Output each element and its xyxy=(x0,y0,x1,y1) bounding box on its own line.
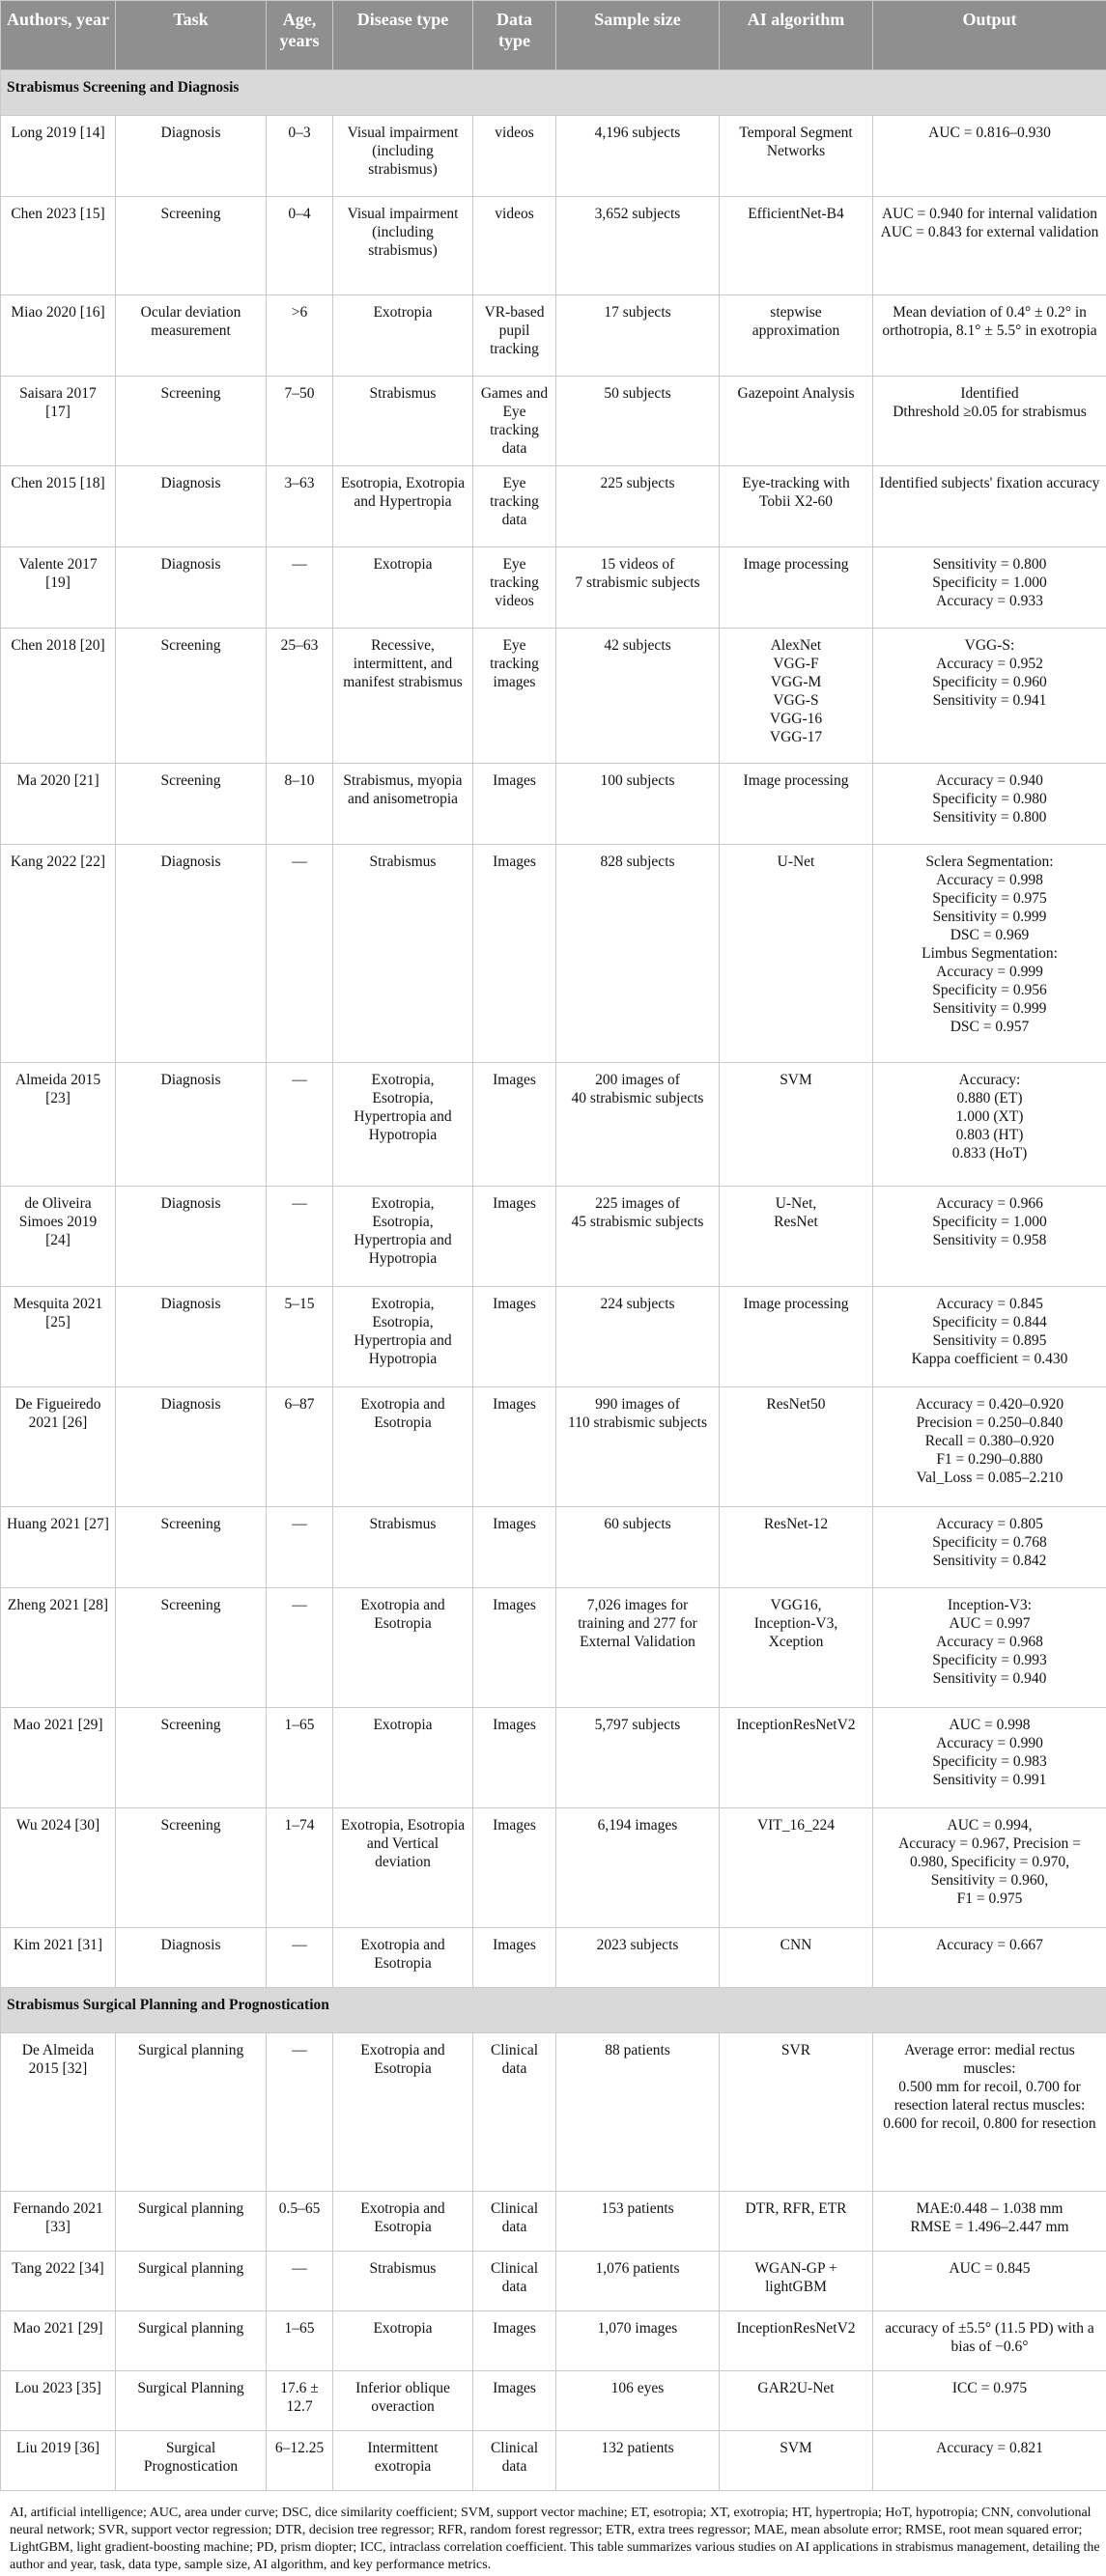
table-row xyxy=(1,295,1106,377)
cell-disease-type: Strabismus, myopia and anisometropia xyxy=(333,764,473,845)
cell-authors-year: Fernando 2021 [33] xyxy=(1,2192,116,2252)
cell-sample-size: 1,070 images xyxy=(556,2311,720,2371)
cell-disease-type: Strabismus xyxy=(333,2252,473,2311)
cell-age: — xyxy=(267,1928,333,1988)
cell-authors-year: De Figueiredo 2021 [26] xyxy=(1,1387,116,1507)
table-row xyxy=(1,1387,1106,1507)
cell-task: Surgical planning xyxy=(116,2311,267,2371)
cell-authors-year: Liu 2019 [36] xyxy=(1,2431,116,2491)
cell-age: 7–50 xyxy=(267,377,333,466)
cell-ai-algorithm: WGAN-GP + lightGBM xyxy=(720,2252,873,2311)
cell-data-type: Images xyxy=(473,764,556,845)
cell-authors-year: Almeida 2015 [23] xyxy=(1,1063,116,1187)
cell-sample-size: 132 patients xyxy=(556,2431,720,2491)
cell-age: — xyxy=(267,845,333,1063)
cell-age: 1–65 xyxy=(267,2311,333,2371)
header-task: Task xyxy=(116,1,267,70)
cell-sample-size: 6,194 images xyxy=(556,1808,720,1928)
cell-sample-size: 15 videos of 7 strabismic subjects xyxy=(556,547,720,629)
cell-authors-year: Tang 2022 [34] xyxy=(1,2252,116,2311)
cell-sample-size: 60 subjects xyxy=(556,1507,720,1588)
cell-output: AUC = 0.816–0.930 xyxy=(873,116,1106,197)
table-row xyxy=(1,466,1106,547)
cell-disease-type: Esotropia, Exotropia and Hypertropia xyxy=(333,466,473,547)
table-row xyxy=(1,1507,1106,1588)
cell-age: — xyxy=(267,2252,333,2311)
cell-ai-algorithm: ResNet-12 xyxy=(720,1507,873,1588)
cell-output: Sclera Segmentation: Accuracy = 0.998 Specificity = 0.975 Sensitivity = 0.999 DSC = 0.969 Limbus Segmentation: Accuracy = 0.999 Specificity = 0.956 Sensitivity = 0.999 DSC = 0.957 xyxy=(873,845,1106,1063)
cell-task: Surgical Planning xyxy=(116,2371,267,2431)
cell-authors-year: Valente 2017 [19] xyxy=(1,547,116,629)
cell-disease-type: Exotropia xyxy=(333,1708,473,1808)
cell-task: Screening xyxy=(116,377,267,466)
cell-ai-algorithm: Gazepoint Analysis xyxy=(720,377,873,466)
cell-ai-algorithm: Image processing xyxy=(720,547,873,629)
cell-age: — xyxy=(267,1063,333,1187)
table-row xyxy=(1,1287,1106,1387)
cell-task: Surgical Prognostication xyxy=(116,2431,267,2491)
cell-ai-algorithm: CNN xyxy=(720,1928,873,1988)
cell-output: Accuracy = 0.940 Specificity = 0.980 Sensitivity = 0.800 xyxy=(873,764,1106,845)
table-footnote: AI, artificial intelligence; AUC, area under curve; DSC, dice similarity coefficient; SVM, support vector machine; ET, esotropia; XT, exotropia; HT, hypertropia; HoT, hypotropia; CNN, convolutional neural network; SVR, support vector regression; DTR, decision tree regressor; RFR, random forest regressor; ETR, extra trees regressor; MAE, mean absolute error; RMSE, root mean squared error; LightGBM, light gradient-boosting machine; PD, prism diopter; ICC, intraclass correlation coefficient. This table summarizes various studies on AI applications in strabismus management, detailing the author and year, task, data type, sample size, AI algorithm, and key performance metrics. xyxy=(10,2506,1100,2572)
header-row xyxy=(1,1,1106,70)
cell-data-type: VR-based pupil tracking xyxy=(473,295,556,377)
cell-data-type: videos xyxy=(473,116,556,197)
cell-sample-size: 7,026 images for training and 277 for External Validation xyxy=(556,1588,720,1708)
cell-sample-size: 2023 subjects xyxy=(556,1928,720,1988)
section-title: Strabismus Surgical Planning and Prognostication xyxy=(1,1988,1106,2033)
cell-data-type: Images xyxy=(473,1063,556,1187)
cell-authors-year: Kang 2022 [22] xyxy=(1,845,116,1063)
cell-output: AUC = 0.994, Accuracy = 0.967, Precision = 0.980, Specificity = 0.970, Sensitivity = 0.960, F1 = 0.975 xyxy=(873,1808,1106,1928)
cell-age: — xyxy=(267,547,333,629)
cell-data-type: Images xyxy=(473,1187,556,1287)
header-disease-type: Disease type xyxy=(333,1,473,70)
cell-data-type: Images xyxy=(473,1808,556,1928)
table-row xyxy=(1,1187,1106,1287)
header-output: Output xyxy=(873,1,1106,70)
cell-disease-type: Strabismus xyxy=(333,845,473,1063)
cell-age: 8–10 xyxy=(267,764,333,845)
cell-ai-algorithm: Eye-tracking with Tobii X2-60 xyxy=(720,466,873,547)
cell-task: Diagnosis xyxy=(116,1063,267,1187)
cell-authors-year: De Almeida 2015 [32] xyxy=(1,2033,116,2192)
cell-data-type: Eye tracking videos xyxy=(473,547,556,629)
cell-disease-type: Exotropia, Esotropia and Vertical deviation xyxy=(333,1808,473,1928)
cell-task: Screening xyxy=(116,1588,267,1708)
cell-data-type: Images xyxy=(473,1928,556,1988)
cell-data-type: Images xyxy=(473,1507,556,1588)
table-row xyxy=(1,1588,1106,1708)
cell-sample-size: 42 subjects xyxy=(556,629,720,764)
cell-data-type: Clinical data xyxy=(473,2431,556,2491)
cell-data-type: Clinical data xyxy=(473,2033,556,2192)
cell-sample-size: 106 eyes xyxy=(556,2371,720,2431)
cell-disease-type: Exotropia xyxy=(333,547,473,629)
cell-authors-year: Miao 2020 [16] xyxy=(1,295,116,377)
cell-age: — xyxy=(267,1507,333,1588)
cell-disease-type: Strabismus xyxy=(333,377,473,466)
cell-output: Identified Dthreshold ≥0.05 for strabismus xyxy=(873,377,1106,466)
cell-data-type: videos xyxy=(473,197,556,295)
cell-disease-type: Strabismus xyxy=(333,1507,473,1588)
header-data-type: Data type xyxy=(473,1,556,70)
cell-authors-year: Saisara 2017 [17] xyxy=(1,377,116,466)
cell-disease-type: Exotropia and Esotropia xyxy=(333,1387,473,1507)
cell-data-type: Clinical data xyxy=(473,2252,556,2311)
cell-disease-type: Exotropia xyxy=(333,295,473,377)
cell-ai-algorithm: InceptionResNetV2 xyxy=(720,2311,873,2371)
cell-age: 1–74 xyxy=(267,1808,333,1928)
cell-data-type: Images xyxy=(473,1588,556,1708)
cell-data-type: Images xyxy=(473,845,556,1063)
cell-ai-algorithm: stepwise approximation xyxy=(720,295,873,377)
section-title: Strabismus Screening and Diagnosis xyxy=(1,70,1106,116)
table-row xyxy=(1,197,1106,295)
cell-task: Diagnosis xyxy=(116,116,267,197)
cell-age: >6 xyxy=(267,295,333,377)
table-row xyxy=(1,845,1106,1063)
cell-task: Diagnosis xyxy=(116,1287,267,1387)
cell-output: Accuracy = 0.667 xyxy=(873,1928,1106,1988)
cell-data-type: Images xyxy=(473,2311,556,2371)
cell-disease-type: Exotropia and Esotropia xyxy=(333,1928,473,1988)
cell-output: accuracy of ±5.5° (11.5 PD) with a bias of −0.6° xyxy=(873,2311,1106,2371)
cell-task: Diagnosis xyxy=(116,845,267,1063)
cell-age: — xyxy=(267,1187,333,1287)
cell-authors-year: Long 2019 [14] xyxy=(1,116,116,197)
cell-task: Surgical planning xyxy=(116,2033,267,2192)
cell-task: Screening xyxy=(116,1507,267,1588)
cell-output: Accuracy = 0.845 Specificity = 0.844 Sensitivity = 0.895 Kappa coefficient = 0.430 xyxy=(873,1287,1106,1387)
table-row xyxy=(1,629,1106,764)
cell-age: 0–4 xyxy=(267,197,333,295)
cell-output: Accuracy: 0.880 (ET) 1.000 (XT) 0.803 (HT) 0.833 (HoT) xyxy=(873,1063,1106,1187)
cell-authors-year: Lou 2023 [35] xyxy=(1,2371,116,2431)
cell-authors-year: Mao 2021 [29] xyxy=(1,1708,116,1808)
cell-sample-size: 17 subjects xyxy=(556,295,720,377)
table-row xyxy=(1,2252,1106,2311)
section-header-row xyxy=(1,1988,1106,2033)
cell-authors-year: Chen 2018 [20] xyxy=(1,629,116,764)
cell-output: Accuracy = 0.821 xyxy=(873,2431,1106,2491)
header-authors-year: Authors, year xyxy=(1,1,116,70)
cell-disease-type: Visual impairment (including strabismus) xyxy=(333,197,473,295)
cell-sample-size: 225 subjects xyxy=(556,466,720,547)
cell-sample-size: 100 subjects xyxy=(556,764,720,845)
table-row xyxy=(1,1808,1106,1928)
cell-data-type: Eye tracking images xyxy=(473,629,556,764)
cell-sample-size: 153 patients xyxy=(556,2192,720,2252)
cell-data-type: Games and Eye tracking data xyxy=(473,377,556,466)
cell-task: Surgical planning xyxy=(116,2192,267,2252)
cell-output: VGG-S: Accuracy = 0.952 Specificity = 0.960 Sensitivity = 0.941 xyxy=(873,629,1106,764)
cell-ai-algorithm: SVR xyxy=(720,2033,873,2192)
cell-ai-algorithm: U-Net xyxy=(720,845,873,1063)
cell-task: Screening xyxy=(116,1808,267,1928)
cell-data-type: Images xyxy=(473,1387,556,1507)
cell-output: Inception-V3: AUC = 0.997 Accuracy = 0.968 Specificity = 0.993 Sensitivity = 0.940 xyxy=(873,1588,1106,1708)
cell-age: 5–15 xyxy=(267,1287,333,1387)
table-row xyxy=(1,764,1106,845)
cell-ai-algorithm: EfficientNet-B4 xyxy=(720,197,873,295)
table-row xyxy=(1,377,1106,466)
cell-authors-year: Wu 2024 [30] xyxy=(1,1808,116,1928)
cell-ai-algorithm: VIT_16_224 xyxy=(720,1808,873,1928)
cell-task: Screening xyxy=(116,764,267,845)
cell-sample-size: 225 images of 45 strabismic subjects xyxy=(556,1187,720,1287)
cell-output: Accuracy = 0.966 Specificity = 1.000 Sensitivity = 0.958 xyxy=(873,1187,1106,1287)
cell-authors-year: Mesquita 2021 [25] xyxy=(1,1287,116,1387)
cell-authors-year: Chen 2015 [18] xyxy=(1,466,116,547)
cell-authors-year: Kim 2021 [31] xyxy=(1,1928,116,1988)
cell-disease-type: Inferior oblique overaction xyxy=(333,2371,473,2431)
cell-disease-type: Recessive, intermittent, and manifest strabismus xyxy=(333,629,473,764)
header-sample-size: Sample size xyxy=(556,1,720,70)
cell-disease-type: Visual impairment (including strabismus) xyxy=(333,116,473,197)
cell-ai-algorithm: DTR, RFR, ETR xyxy=(720,2192,873,2252)
cell-age: 6–87 xyxy=(267,1387,333,1507)
cell-output: Accuracy = 0.805 Specificity = 0.768 Sensitivity = 0.842 xyxy=(873,1507,1106,1588)
cell-authors-year: Huang 2021 [27] xyxy=(1,1507,116,1588)
cell-disease-type: Exotropia and Esotropia xyxy=(333,2033,473,2192)
header-age: Age, years xyxy=(267,1,333,70)
cell-sample-size: 3,652 subjects xyxy=(556,197,720,295)
cell-age: 3–63 xyxy=(267,466,333,547)
cell-output: Identified subjects' fixation accuracy xyxy=(873,466,1106,547)
cell-ai-algorithm: GAR2U-Net xyxy=(720,2371,873,2431)
cell-sample-size: 224 subjects xyxy=(556,1287,720,1387)
cell-age: — xyxy=(267,1588,333,1708)
cell-age: 6–12.25 xyxy=(267,2431,333,2491)
table-row xyxy=(1,547,1106,629)
cell-ai-algorithm: ResNet50 xyxy=(720,1387,873,1507)
cell-disease-type: Exotropia and Esotropia xyxy=(333,2192,473,2252)
table-row xyxy=(1,1708,1106,1808)
cell-sample-size: 88 patients xyxy=(556,2033,720,2192)
cell-ai-algorithm: SVM xyxy=(720,2431,873,2491)
cell-data-type: Clinical data xyxy=(473,2192,556,2252)
cell-ai-algorithm: Temporal Segment Networks xyxy=(720,116,873,197)
table-row xyxy=(1,2371,1106,2431)
table-row xyxy=(1,2431,1106,2491)
cell-disease-type: Intermittent exotropia xyxy=(333,2431,473,2491)
cell-output: Average error: medial rectus muscles: 0.500 mm for recoil, 0.700 for resection lateral rectus muscles: 0.600 for recoil, 0.800 for resection xyxy=(873,2033,1106,2192)
cell-age: 25–63 xyxy=(267,629,333,764)
cell-disease-type: Exotropia, Esotropia, Hypertropia and Hypotropia xyxy=(333,1287,473,1387)
cell-sample-size: 5,797 subjects xyxy=(556,1708,720,1808)
cell-data-type: Images xyxy=(473,1708,556,1808)
cell-age: 1–65 xyxy=(267,1708,333,1808)
cell-disease-type: Exotropia and Esotropia xyxy=(333,1588,473,1708)
cell-task: Ocular deviation measurement xyxy=(116,295,267,377)
cell-age: — xyxy=(267,2033,333,2192)
table-row xyxy=(1,116,1106,197)
cell-sample-size: 4,196 subjects xyxy=(556,116,720,197)
cell-disease-type: Exotropia xyxy=(333,2311,473,2371)
cell-sample-size: 828 subjects xyxy=(556,845,720,1063)
cell-sample-size: 50 subjects xyxy=(556,377,720,466)
cell-output: Sensitivity = 0.800 Specificity = 1.000 Accuracy = 0.933 xyxy=(873,547,1106,629)
cell-disease-type: Exotropia, Esotropia, Hypertropia and Hypotropia xyxy=(333,1063,473,1187)
cell-authors-year: de Oliveira Simoes 2019 [24] xyxy=(1,1187,116,1287)
cell-output: ICC = 0.975 xyxy=(873,2371,1106,2431)
cell-sample-size: 200 images of 40 strabismic subjects xyxy=(556,1063,720,1187)
table-row xyxy=(1,2192,1106,2252)
cell-authors-year: Zheng 2021 [28] xyxy=(1,1588,116,1708)
cell-task: Screening xyxy=(116,629,267,764)
cell-ai-algorithm: InceptionResNetV2 xyxy=(720,1708,873,1808)
cell-task: Screening xyxy=(116,1708,267,1808)
cell-ai-algorithm: Image processing xyxy=(720,764,873,845)
cell-task: Diagnosis xyxy=(116,547,267,629)
cell-data-type: Eye tracking data xyxy=(473,466,556,547)
cell-output: Accuracy = 0.420–0.920 Precision = 0.250–0.840 Recall = 0.380–0.920 F1 = 0.290–0.880 Val_Loss = 0.085–2.210 xyxy=(873,1387,1106,1507)
cell-output: AUC = 0.998 Accuracy = 0.990 Specificity = 0.983 Sensitivity = 0.991 xyxy=(873,1708,1106,1808)
cell-ai-algorithm: VGG16, Inception-V3, Xception xyxy=(720,1588,873,1708)
cell-ai-algorithm: SVM xyxy=(720,1063,873,1187)
cell-ai-algorithm: AlexNet VGG-F VGG-M VGG-S VGG-16 VGG-17 xyxy=(720,629,873,764)
cell-data-type: Images xyxy=(473,2371,556,2431)
cell-task: Screening xyxy=(116,197,267,295)
cell-task: Diagnosis xyxy=(116,466,267,547)
cell-sample-size: 990 images of 110 strabismic subjects xyxy=(556,1387,720,1507)
cell-task: Diagnosis xyxy=(116,1387,267,1507)
cell-authors-year: Chen 2023 [15] xyxy=(1,197,116,295)
cell-output: AUC = 0.940 for internal validation AUC = 0.843 for external validation xyxy=(873,197,1106,295)
cell-ai-algorithm: Image processing xyxy=(720,1287,873,1387)
cell-ai-algorithm: U-Net, ResNet xyxy=(720,1187,873,1287)
cell-age: 17.6 ± 12.7 xyxy=(267,2371,333,2431)
section-header-row xyxy=(1,70,1106,116)
table-row xyxy=(1,1928,1106,1988)
cell-output: MAE:0.448 – 1.038 mm RMSE = 1.496–2.447 mm xyxy=(873,2192,1106,2252)
table-body xyxy=(1,70,1106,2491)
cell-output: Mean deviation of 0.4° ± 0.2° in orthotropia, 8.1° ± 5.5° in exotropia xyxy=(873,295,1106,377)
cell-authors-year: Ma 2020 [21] xyxy=(1,764,116,845)
table-row xyxy=(1,2033,1106,2192)
cell-task: Diagnosis xyxy=(116,1187,267,1287)
header-ai-algorithm: AI algorithm xyxy=(720,1,873,70)
cell-data-type: Images xyxy=(473,1287,556,1387)
cell-task: Surgical planning xyxy=(116,2252,267,2311)
table-row xyxy=(1,1063,1106,1187)
cell-sample-size: 1,076 patients xyxy=(556,2252,720,2311)
cell-age: 0–3 xyxy=(267,116,333,197)
cell-output: AUC = 0.845 xyxy=(873,2252,1106,2311)
cell-disease-type: Exotropia, Esotropia, Hypertropia and Hypotropia xyxy=(333,1187,473,1287)
table-row xyxy=(1,2311,1106,2371)
cell-authors-year: Mao 2021 [29] xyxy=(1,2311,116,2371)
cell-task: Diagnosis xyxy=(116,1928,267,1988)
cell-age: 0.5–65 xyxy=(267,2192,333,2252)
